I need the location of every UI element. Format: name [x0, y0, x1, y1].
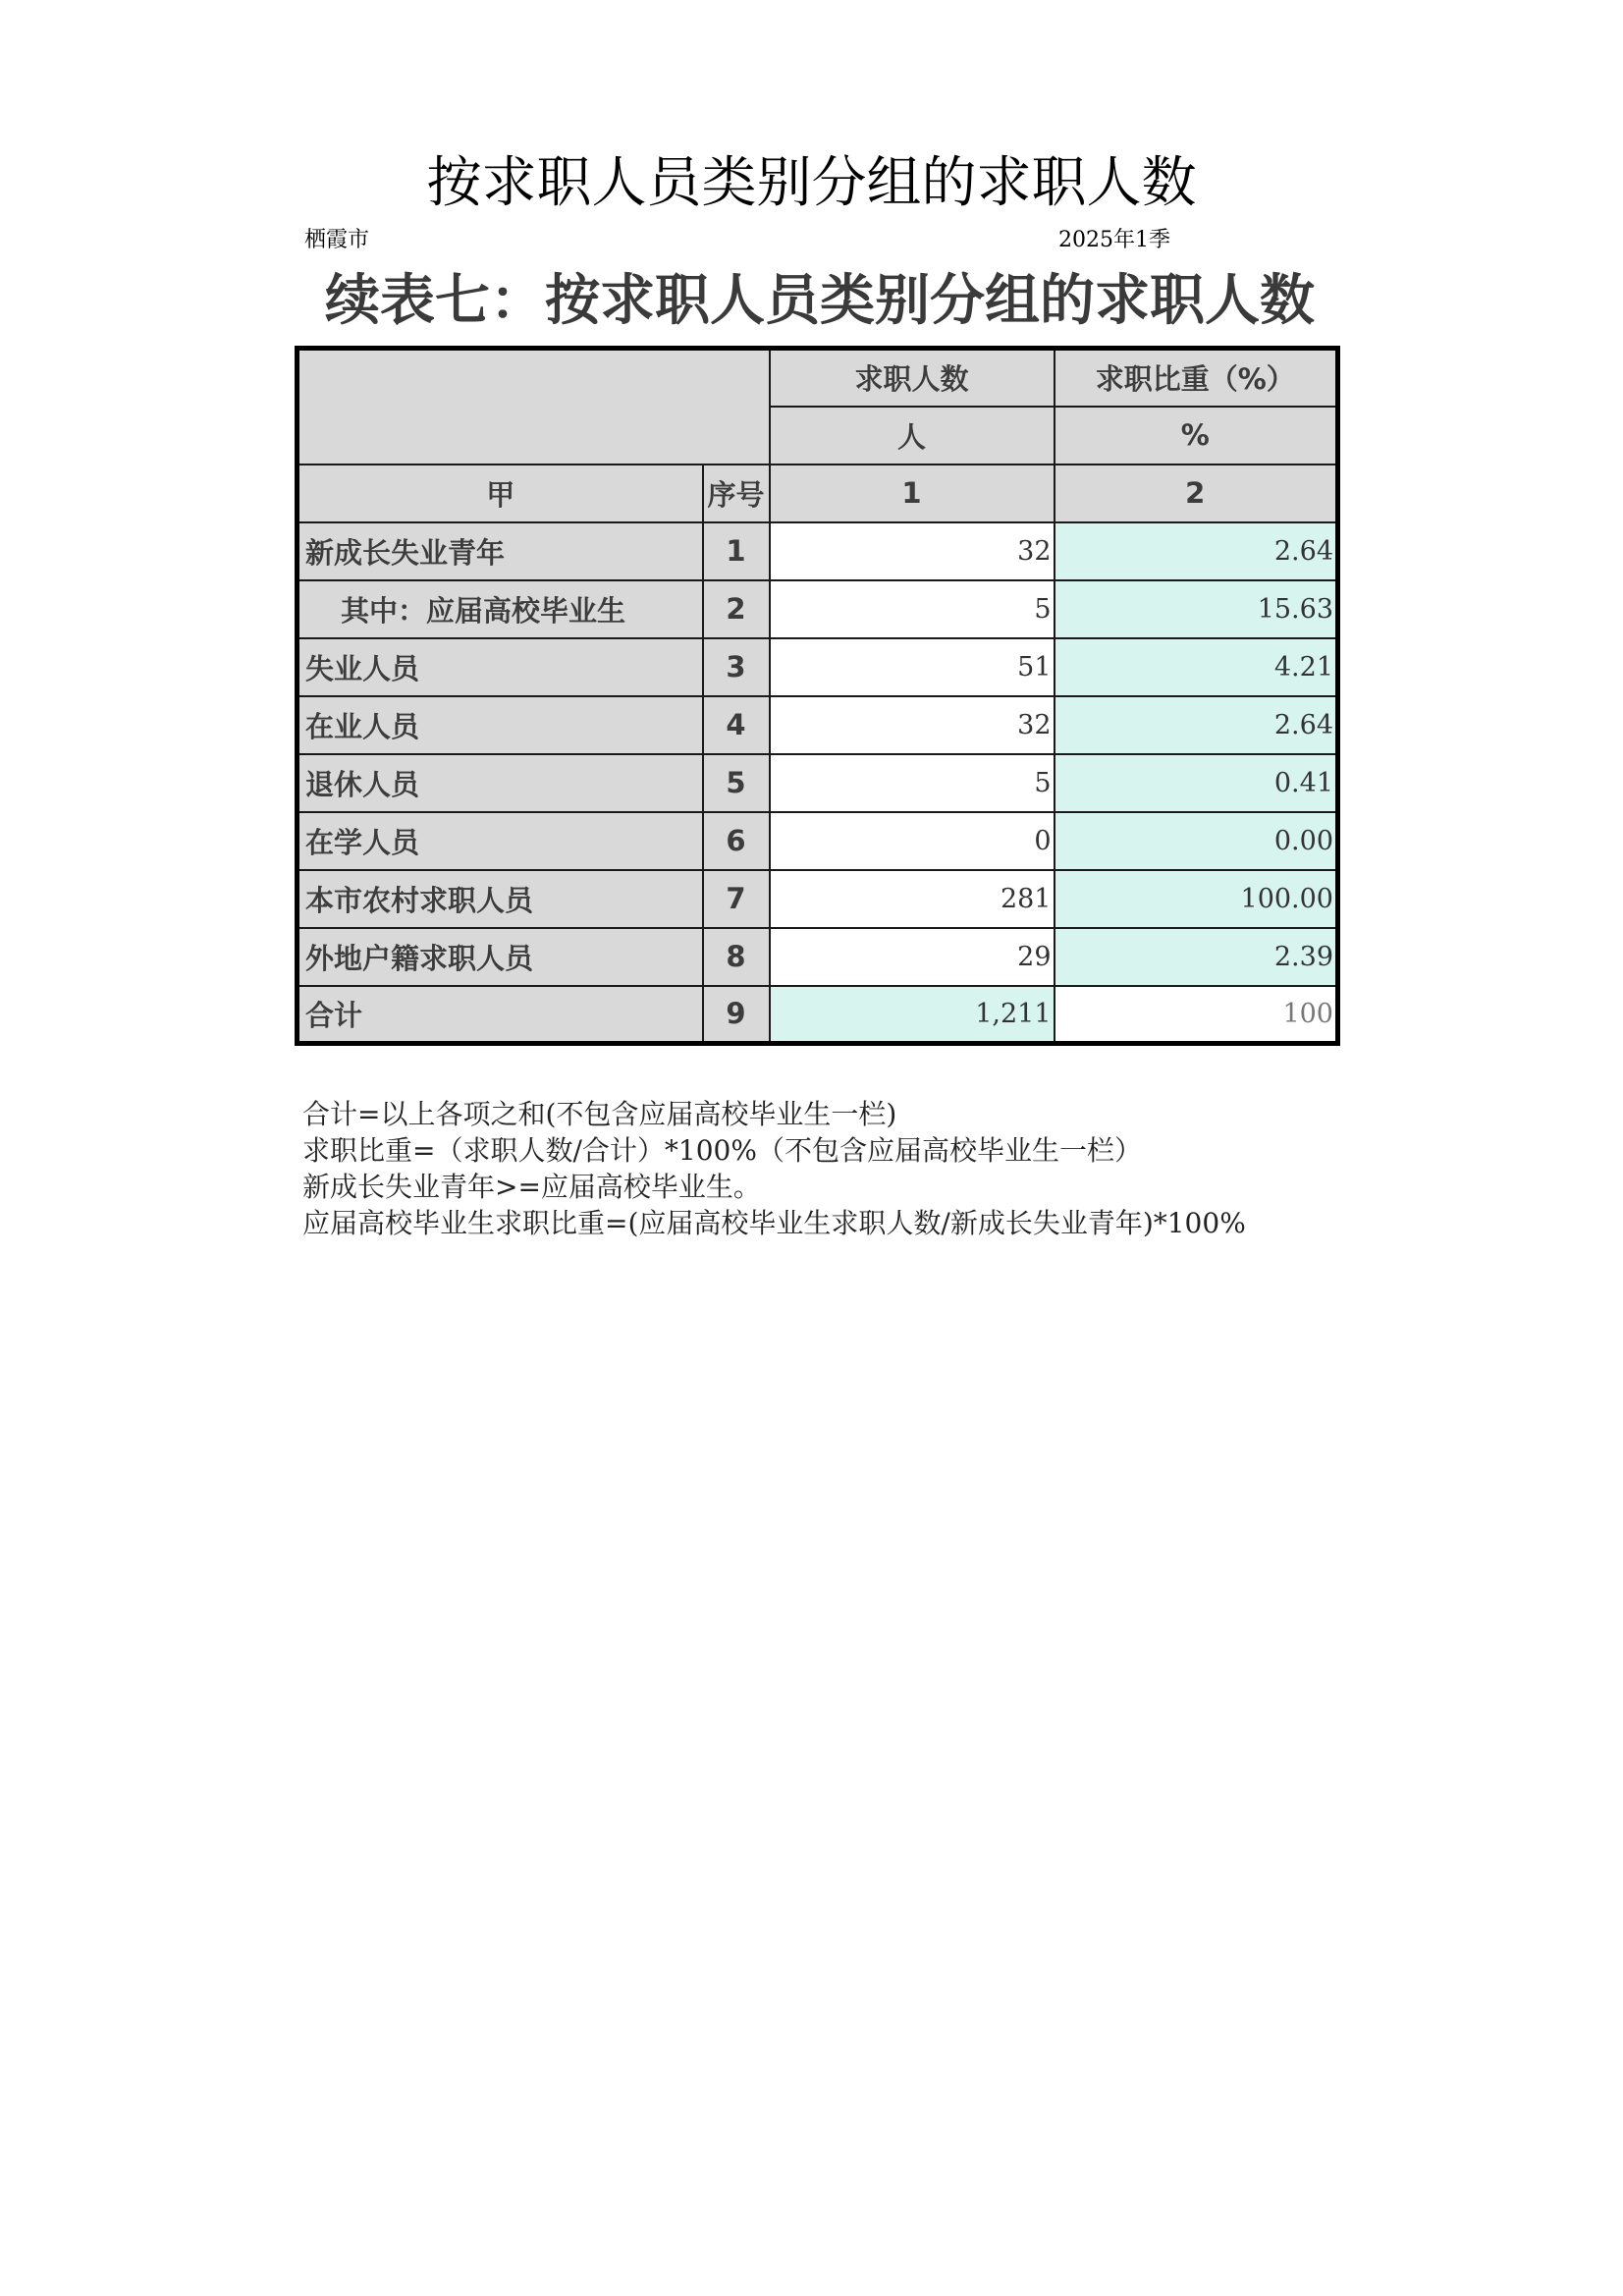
table-row	[298, 928, 1338, 986]
table-row	[298, 522, 1338, 580]
row-seq: 7	[703, 870, 770, 928]
footnote: 求职比重=（求职人数/合计）*100%（不包含应届高校毕业生一栏）	[302, 1134, 1142, 1167]
row-seq: 2	[703, 580, 770, 638]
row-count: 51	[770, 638, 1055, 696]
row-count: 5	[770, 754, 1055, 812]
header-ratio: 求职比重（%）	[1055, 349, 1338, 407]
total-count: 1,211	[770, 986, 1055, 1044]
unit-ratio: %	[1055, 407, 1338, 465]
row-seq: 4	[703, 696, 770, 754]
row-label: 在学人员	[298, 812, 703, 870]
row-label: 新成长失业青年	[298, 522, 703, 580]
row-seq: 8	[703, 928, 770, 986]
code-ratio: 2	[1055, 465, 1338, 522]
code-row	[298, 465, 1338, 522]
period-label: 2025年1季	[1058, 228, 1170, 252]
code-label: 甲	[298, 465, 703, 522]
row-label: 失业人员	[298, 638, 703, 696]
footnote: 应届高校毕业生求职比重=(应届高校毕业生求职人数/新成长失业青年)*100%	[302, 1207, 1246, 1239]
header-row	[298, 349, 1338, 407]
table-row	[298, 580, 1338, 638]
row-count: 32	[770, 696, 1055, 754]
row-ratio: 0.41	[1055, 754, 1338, 812]
row-count: 32	[770, 522, 1055, 580]
row-label: 退休人员	[298, 754, 703, 812]
row-ratio: 2.64	[1055, 522, 1338, 580]
data-table	[295, 346, 1340, 1046]
table-row	[298, 638, 1338, 696]
row-ratio: 2.64	[1055, 696, 1338, 754]
header-corner-cell	[298, 349, 770, 465]
row-count: 0	[770, 812, 1055, 870]
row-ratio: 2.39	[1055, 928, 1338, 986]
total-ratio: 100	[1055, 986, 1338, 1044]
row-seq: 1	[703, 522, 770, 580]
row-ratio: 100.00	[1055, 870, 1338, 928]
code-seq: 序号	[703, 465, 770, 522]
row-count: 5	[770, 580, 1055, 638]
row-count: 29	[770, 928, 1055, 986]
header-count: 求职人数	[770, 349, 1055, 407]
row-label: 其中：应届高校毕业生	[298, 580, 703, 638]
table-row	[298, 754, 1338, 812]
row-count: 281	[770, 870, 1055, 928]
table-row	[298, 812, 1338, 870]
row-ratio: 4.21	[1055, 638, 1338, 696]
footnotes	[302, 1096, 1246, 1241]
row-seq: 3	[703, 638, 770, 696]
row-seq: 6	[703, 812, 770, 870]
table-title: 续表七：按求职人员类别分组的求职人数	[325, 269, 1315, 333]
region-label: 栖霞市	[304, 228, 370, 252]
total-seq: 9	[703, 986, 770, 1044]
row-label: 在业人员	[298, 696, 703, 754]
total-row	[298, 986, 1338, 1044]
row-seq: 5	[703, 754, 770, 812]
table-row	[298, 696, 1338, 754]
table-row	[298, 870, 1338, 928]
code-count: 1	[770, 465, 1055, 522]
row-label: 本市农村求职人员	[298, 870, 703, 928]
total-label: 合计	[298, 986, 703, 1044]
row-ratio: 15.63	[1055, 580, 1338, 638]
footnote: 合计=以上各项之和(不包含应届高校毕业生一栏)	[302, 1098, 897, 1130]
footnote: 新成长失业青年>=应届高校毕业生。	[302, 1171, 761, 1203]
unit-count: 人	[770, 407, 1055, 465]
main-title: 按求职人员类别分组的求职人数	[426, 151, 1197, 215]
row-label: 外地户籍求职人员	[298, 928, 703, 986]
row-ratio: 0.00	[1055, 812, 1338, 870]
